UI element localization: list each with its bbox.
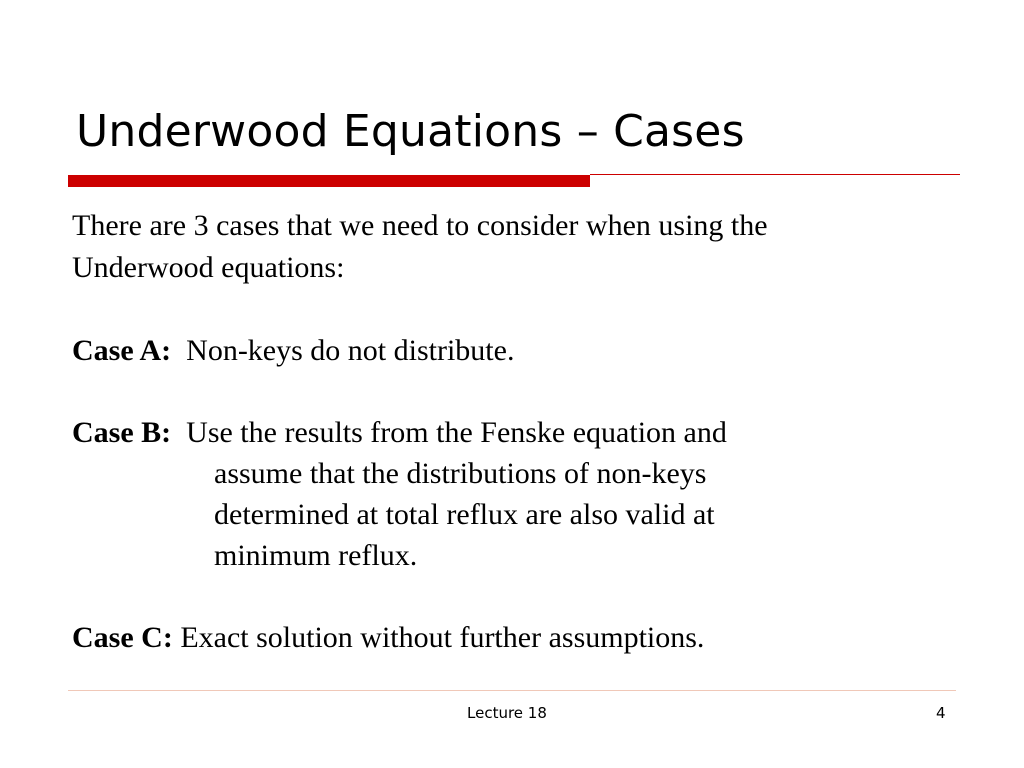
case-b-line-1: Use the results from the Fenske equation and (186, 416, 727, 449)
case-b-line-4: minimum reflux. (214, 539, 418, 572)
title-underline-thick (68, 175, 590, 187)
case-a-text: Non-keys do not distribute. (186, 334, 515, 367)
intro-line-1: There are 3 cases that we need to consider when using the (72, 209, 768, 242)
footer-divider (68, 690, 956, 691)
case-c (72, 618, 704, 658)
footer-page-number: 4 (936, 704, 946, 722)
case-b-label: Case B: (72, 416, 172, 449)
case-b (72, 413, 727, 453)
title-underline-thin (590, 174, 960, 175)
slide-title: Underwood Equations – Cases (76, 106, 745, 157)
case-c-label: Case C: (72, 621, 173, 654)
case-a (72, 331, 514, 371)
case-b-line-3: determined at total reflux are also valid at (214, 498, 715, 531)
case-a-label: Case A: (72, 334, 172, 367)
case-b-line-2: assume that the distributions of non-keys (214, 457, 707, 490)
footer-lecture-label: Lecture 18 (467, 704, 547, 722)
intro-line-2: Underwood equations: (72, 251, 345, 284)
case-c-text: Exact solution without further assumptions. (180, 621, 705, 654)
